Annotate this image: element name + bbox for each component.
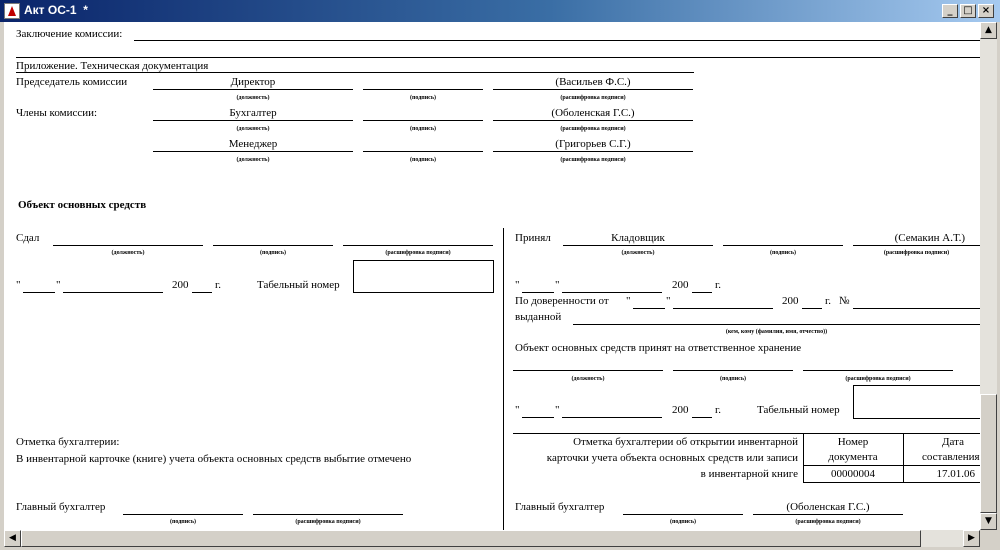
- right-chief-signature-line: [623, 514, 743, 515]
- left-tab-number-box[interactable]: [353, 260, 494, 293]
- window-title: Акт ОС-1 *: [24, 3, 88, 17]
- date-header-2: составления: [922, 451, 980, 463]
- caption-proxy-person: (кем, кому (фамилия, имя, отчество)): [725, 329, 828, 335]
- section-divider: [503, 228, 504, 530]
- acc-text-line1: Отметка бухгалтерии об открытии инвентарной: [573, 436, 798, 448]
- left-year-prefix: 200: [172, 279, 189, 291]
- doc-number-header-1: Номер: [837, 436, 869, 448]
- right-year-line: [692, 292, 712, 293]
- right-date-day-line: [522, 292, 554, 293]
- right-date-month-line: [562, 292, 662, 293]
- document-area[interactable]: [4, 22, 980, 530]
- right-date2-quote-open: ": [515, 404, 520, 416]
- proxy-quote-close: ": [666, 295, 671, 307]
- accepted-position: Кладовщик: [611, 232, 665, 244]
- scroll-up-arrow-icon[interactable]: ▲: [980, 22, 997, 39]
- caption-position: (должность): [571, 376, 605, 382]
- caption-decoding: (расшифровка подписи): [560, 95, 626, 101]
- accepted-name: (Семакин А.Т.): [894, 232, 965, 244]
- proxy-year-prefix: 200: [782, 295, 799, 307]
- scroll-left-arrow-icon[interactable]: ◀: [4, 530, 21, 547]
- right-date2-month-line: [562, 417, 662, 418]
- vertical-scrollbar[interactable]: [980, 22, 997, 530]
- caption-position: (должность): [236, 157, 270, 163]
- scroll-right-arrow-icon[interactable]: ▶: [963, 530, 980, 547]
- conclusion-line-2: [16, 57, 980, 58]
- proxy-day-line: [633, 308, 665, 309]
- acc-text-line3: в инвентарной книге: [700, 468, 798, 480]
- handed-signature-line: [213, 245, 333, 246]
- member2-position-line: [153, 151, 353, 152]
- caption-position: (должность): [111, 250, 145, 256]
- caption-signature: (подпись): [169, 519, 197, 525]
- right-chief-name-line: [753, 514, 903, 515]
- right-chief-name: (Оболенская Г.С.): [786, 501, 870, 513]
- member1-position-line: [153, 120, 353, 121]
- app-icon: [4, 3, 20, 19]
- chairman-position: Директор: [230, 76, 276, 88]
- storage-signature-line: [673, 370, 793, 371]
- accepted-position-line: [563, 245, 713, 246]
- caption-signature: (подпись): [769, 250, 797, 256]
- window-titlebar[interactable]: [0, 0, 1000, 22]
- caption-signature: (подпись): [259, 250, 287, 256]
- left-date-month-line: [63, 292, 163, 293]
- proxy-year-line: [802, 308, 822, 309]
- proxy-label: По доверенности от: [515, 295, 609, 307]
- handed-name-line: [343, 245, 493, 246]
- right-tab-label: Табельный номер: [757, 404, 840, 416]
- right-date-quote-open: ": [515, 279, 520, 291]
- vertical-scroll-thumb[interactable]: [980, 394, 997, 513]
- member1-name: (Оболенская Г.С.): [551, 107, 635, 119]
- horizontal-scroll-thumb[interactable]: [21, 530, 921, 547]
- horizontal-scrollbar[interactable]: [4, 530, 980, 547]
- member2-position: Менеджер: [228, 138, 278, 150]
- left-tab-label: Табельный номер: [257, 279, 340, 291]
- member1-signature-line: [363, 120, 483, 121]
- right-date2-quote-close: ": [555, 404, 560, 416]
- chairman-label: Председатель комиссии: [16, 76, 128, 88]
- caption-decoding: (расшифровка подписи): [385, 250, 451, 256]
- issued-line: [573, 324, 980, 325]
- caption-decoding: (расшифровка подписи): [295, 519, 361, 525]
- conclusion-line: [134, 40, 980, 41]
- caption-signature: (подпись): [409, 126, 437, 132]
- member2-name-line: [493, 151, 693, 152]
- right-chief-label: Главный бухгалтер: [515, 501, 605, 513]
- left-date-day-line: [23, 292, 55, 293]
- caption-decoding: (расшифровка подписи): [560, 157, 626, 163]
- right-tab-number-box[interactable]: [853, 385, 980, 419]
- close-button[interactable]: ×: [978, 4, 994, 18]
- storage-name-line: [803, 370, 953, 371]
- left-chief-label: Главный бухгалтер: [16, 501, 106, 513]
- caption-decoding: (расшифровка подписи): [560, 126, 626, 132]
- right-year-suffix: г.: [715, 279, 722, 291]
- chairman-signature-line: [363, 89, 483, 90]
- proxy-number-line: [853, 308, 980, 309]
- scroll-down-arrow-icon[interactable]: ▼: [980, 513, 997, 530]
- caption-position: (должность): [236, 126, 270, 132]
- right-year2-line: [692, 417, 712, 418]
- storage-text: Объект основных средств принят на ответственное хранение: [515, 342, 802, 354]
- handed-position-line: [53, 245, 203, 246]
- proxy-number-sign: №: [839, 295, 850, 307]
- member2-signature-line: [363, 151, 483, 152]
- acc-text-line2: карточки учета объекта основных средств или записи: [546, 452, 798, 464]
- left-year-suffix: г.: [215, 279, 222, 291]
- chairman-name-line: [493, 89, 693, 90]
- caption-signature: (подпись): [409, 157, 437, 163]
- right-date2-day-line: [522, 417, 554, 418]
- object-heading: Объект основных средств: [18, 199, 147, 211]
- acc-table-row-divider: [803, 465, 980, 466]
- caption-decoding: (расшифровка подписи): [845, 376, 911, 382]
- accepted-signature-line: [723, 245, 843, 246]
- doc-number-header-2: документа: [828, 451, 878, 463]
- date-value: 17.01.06: [936, 468, 975, 480]
- proxy-year-suffix: г.: [825, 295, 832, 307]
- date-header-1: Дата: [942, 436, 964, 448]
- proxy-month-line: [673, 308, 773, 309]
- members-label: Члены комиссии:: [16, 107, 98, 119]
- caption-decoding: (расшифровка подписи): [795, 519, 861, 525]
- storage-position-line: [513, 370, 663, 371]
- left-date-quote-close: ": [56, 279, 61, 291]
- caption-position: (должность): [236, 95, 270, 101]
- caption-signature: (подпись): [719, 376, 747, 382]
- minimize-button[interactable]: _: [942, 4, 958, 18]
- maximize-button[interactable]: □: [960, 4, 976, 18]
- accepted-name-line: [853, 245, 980, 246]
- attachment-line: [16, 72, 694, 73]
- proxy-quote-open: ": [626, 295, 631, 307]
- right-date-quote-close: ": [555, 279, 560, 291]
- left-acc-mark-text: В инвентарной карточке (книге) учета объекта основных средств выбытие отмечено: [16, 453, 412, 465]
- caption-position: (должность): [621, 250, 655, 256]
- left-year-line: [192, 292, 212, 293]
- attachment-text: Приложение. Техническая документация: [16, 60, 209, 72]
- issued-label: выданной: [515, 311, 562, 323]
- member1-position: Бухгалтер: [229, 107, 277, 119]
- member1-name-line: [493, 120, 693, 121]
- left-date-quote-open: ": [16, 279, 21, 291]
- left-chief-name-line: [253, 514, 403, 515]
- accepted-label: Принял: [515, 232, 551, 244]
- left-acc-mark-label: Отметка бухгалтерии:: [16, 436, 120, 448]
- caption-signature: (подпись): [409, 95, 437, 101]
- right-year2-prefix: 200: [672, 404, 689, 416]
- chairman-name: (Васильев Ф.С.): [555, 76, 631, 88]
- caption-decoding: (расшифровка подписи): [883, 250, 950, 256]
- handed-label: Сдал: [16, 232, 40, 244]
- member2-name: (Григорьев С.Г.): [555, 138, 631, 150]
- doc-number-value: 00000004: [831, 468, 875, 480]
- caption-signature: (подпись): [669, 519, 697, 525]
- right-year2-suffix: г.: [715, 404, 722, 416]
- right-year-prefix: 200: [672, 279, 689, 291]
- chairman-position-line: [153, 89, 353, 90]
- left-chief-signature-line: [123, 514, 243, 515]
- conclusion-label: Заключение комиссии:: [16, 28, 123, 40]
